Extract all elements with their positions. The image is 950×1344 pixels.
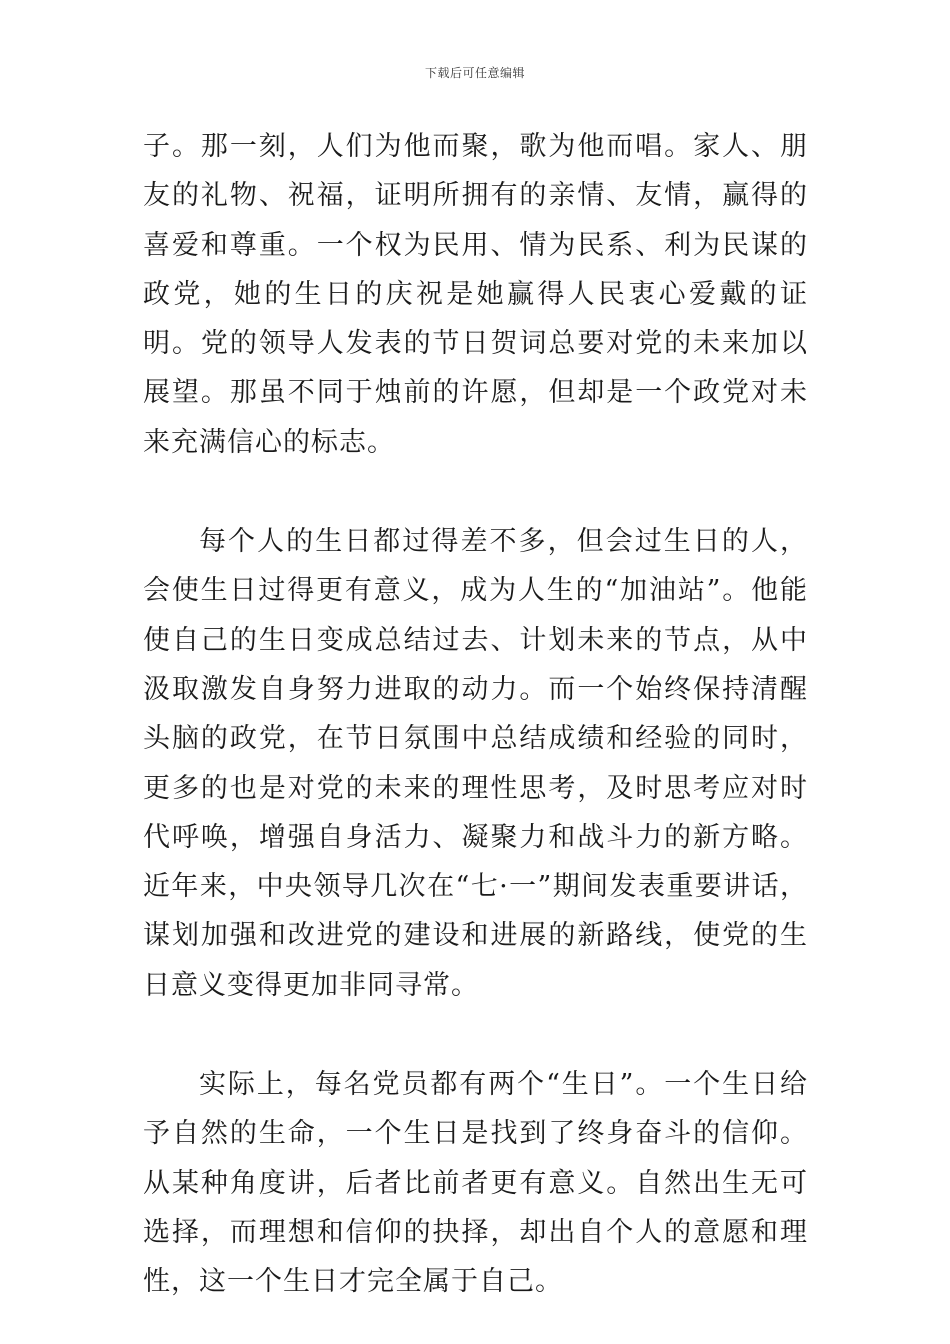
paragraph-gap (143, 1010, 808, 1060)
page-header-note: 下载后可任意编辑 (424, 66, 525, 80)
paragraph-3: 实际上，每名党员都有两个“生日”。一个生日给予自然的生命，一个生日是找到了终身奋斗的信仰。从某种角度讲，后者比前者更有意义。自然出生无可选择，而理想和信仰的抉择，却出自个人的意愿和理性，这一个生日才完全属于自己。 (143, 1069, 808, 1298)
paragraph-1: 子。那一刻，人们为他而聚，歌为他而唱。家人、朋友的礼物、祝福，证明所拥有的亲情、友情，赢得的喜爱和尊重。一个权为民用、情为民系、利为民谋的政党，她的生日的庆祝是她赢得人民衷心爱戴的证明。党的领导人发表的节日贺词总要对党的未来加以展望。那虽不同于烛前的许愿，但却是一个政党对未来充满信心的标志。 (143, 131, 808, 458)
paragraph-2: 每个人的生日都过得差不多，但会过生日的人，会使生日过得更有意义，成为人生的“加油站”。他能使自己的生日变成总结过去、计划未来的节点，从中汲取激发自身努力进取的动力。而一个始终保持清醒头脑的政党，在节日氛围中总结成绩和经验的同时，更多的也是对党的未来的理性思考，及时思考应对时代呼唤，增强自身活力、凝聚力和战斗力的新方略。近年来，中央领导几次在“七·一”期间发表重要讲话，谋划加强和改进党的建设和进展的新路线，使党的生日意义变得更加非同寻常。 (143, 526, 808, 1001)
document-body (143, 122, 808, 1307)
paragraph-gap (143, 467, 808, 517)
